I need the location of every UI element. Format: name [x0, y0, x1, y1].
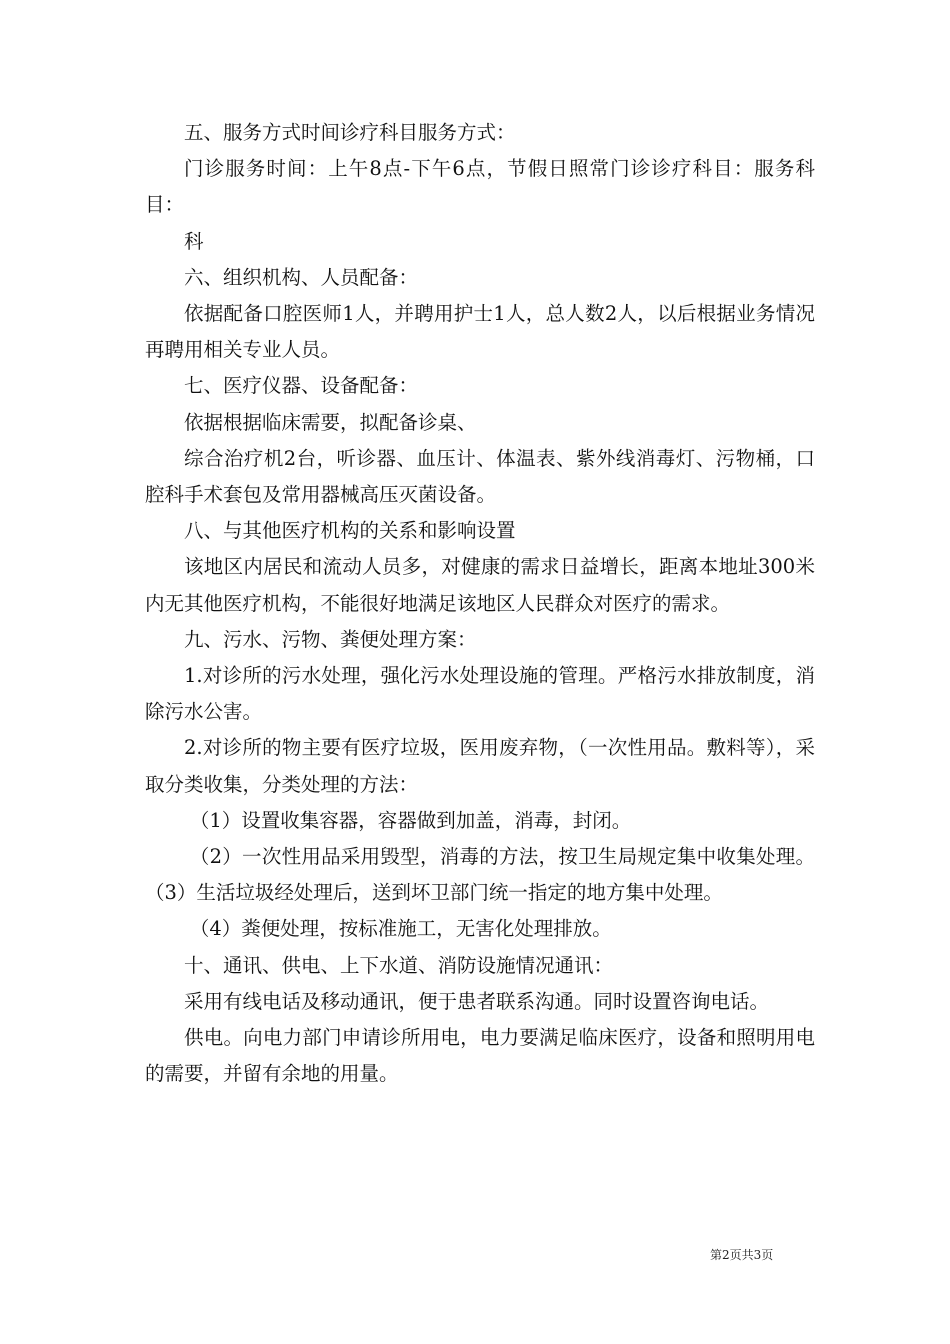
paragraph-service-hours: 门诊服务时间：上午8点-下午6点，节假日照常门诊诊疗科目：服务科目： — [145, 157, 815, 217]
paragraph-equipment-list: 综合治疗机2台，听诊器、血压计、体温表、紫外线消毒灯、污物桶，口腔科手术套包及常用器械高压灭菌设备。 — [145, 446, 815, 507]
section-heading-9: 九、污水、污物、粪便处理方案： — [184, 627, 477, 651]
paragraph-sewage: 1.对诊所的污水处理，强化污水处理设施的管理。严格污水排放制度，消除污水公害。 — [145, 664, 815, 724]
paragraph-communication: 采用有线电话及移动通讯，便于患者联系沟通。同时设置咨询电话。 — [184, 989, 770, 1013]
section-heading-7: 七、医疗仪器、设备配备： — [184, 374, 419, 398]
paragraph-waste-item-1: （1）设置收集容器，容器做到加盖，消毒，封闭。 — [189, 808, 632, 832]
paragraph-staffing: 依据配备口腔医师1人，并聘用护士1人，总人数2人，以后根据业务情况再聘用相关专业人员。 — [145, 302, 815, 362]
paragraph-waste-item-4: （4）粪便处理，按标准施工，无害化处理排放。 — [189, 917, 612, 941]
paragraph-equipment-intro: 依据根据临床需要，拟配备诊桌、 — [184, 410, 477, 434]
section-heading-10: 十、通讯、供电、上下水道、消防设施情况通讯： — [184, 953, 614, 977]
paragraph-area-relation: 该地区内居民和流动人员多，对健康的需求日益增长，距离本地址300米内无其他医疗机构，不能很好地满足该地区人民群众对医疗的需求。 — [145, 555, 815, 615]
section-heading-5: 五、服务方式时间诊疗科目服务方式： — [184, 121, 516, 144]
paragraph-medical-waste: 2.对诊所的物主要有医疗垃圾，医用废弃物，（一次性用品。敷料等），采取分类收集，分类处理的方法： — [145, 736, 815, 796]
page-number-footer: 第2页共3页 — [710, 1248, 774, 1262]
paragraph-waste-item-2-3: （2）一次性用品采用毁型，消毒的方法，按卫生局规定集中收集处理。（3）生活垃圾经处理后，送到坏卫部门统一指定的地方集中处理。 — [145, 845, 815, 905]
section-heading-8: 八、与其他医疗机构的关系和影响设置 — [184, 519, 516, 543]
paragraph-department: 科 — [184, 229, 204, 253]
document-body — [145, 115, 815, 1092]
paragraph-power-supply: 供电。向电力部门申请诊所用电，电力要满足临床医疗，设备和照明用电的需要，并留有余地的用量。 — [145, 1026, 815, 1086]
section-heading-6: 六、组织机构、人员配备： — [184, 265, 419, 289]
